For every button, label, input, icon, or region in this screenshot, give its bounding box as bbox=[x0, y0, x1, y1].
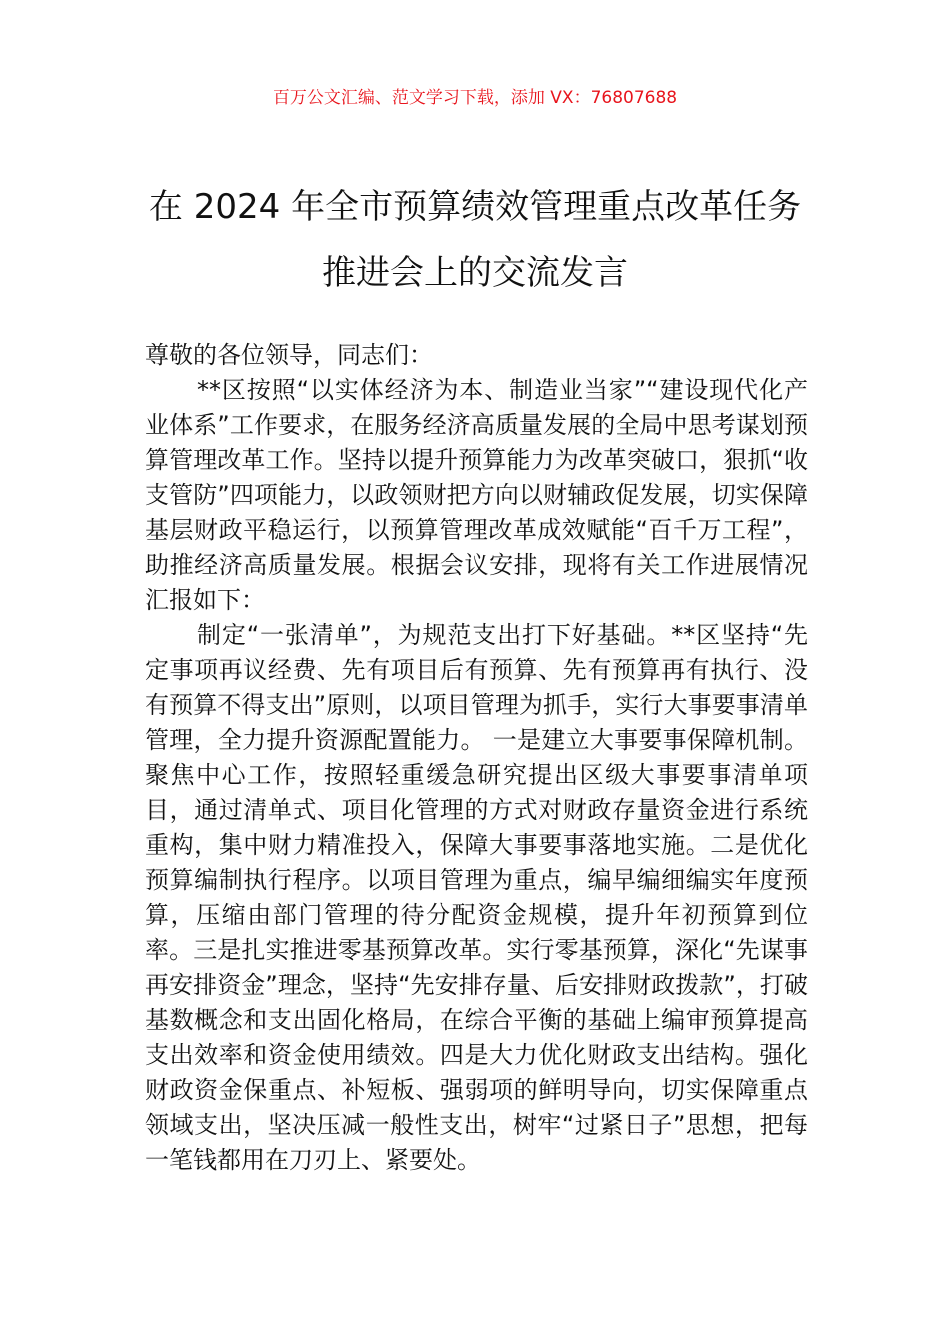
document-title bbox=[100, 174, 850, 306]
title-line-1: 在 2024 年全市预算绩效管理重点改革任务 bbox=[148, 187, 802, 227]
paragraph-1: **区按照“以实体经济为本、制造业当家”“建设现代化产业体系”工作要求，在服务经济高质量发展的全局中思考谋划预算管理改革工作。坚持以提升预算能力为改革突破口，狠抓“收支管防”四项能力，以政领财把方向以财辅政促发展，切实保障基层财政平稳运行，以预算管理改革成效赋能“百千万工程”，助推经济高质量发展。根据会议安排，现将有关工作进展情况汇报如下： bbox=[145, 376, 808, 614]
paragraph-2-lead: 制定“一张清单”，为规范支出打下好基础。 bbox=[197, 621, 672, 649]
document-body bbox=[145, 338, 808, 1178]
paragraph-2 bbox=[145, 618, 808, 1178]
salutation: 尊敬的各位领导，同志们： bbox=[145, 341, 433, 369]
header-note: 百万公文汇编、范文学习下载，添加 VX：76807688 bbox=[272, 88, 678, 108]
title-line-2: 推进会上的交流发言 bbox=[322, 253, 628, 293]
paragraph-2-text: **区坚持“先定事项再议经费、先有项目后有预算、先有预算再有执行、没有预算不得支出”原则，以项目管理为抓手，实行大事要事清单管理，全力提升资源配置能力。 一是建立大事要事保障机制。聚焦中心工作，按照轻重缓急研究提出区级大事要事清单项目，通过清单式、项目化管理的方式对财政存量资金进行系统重构，集中财力精准投入，保障大事要事落地实施。二是优化预算编制执行程序。以项目管理为重点，编早编细编实年度预算，压缩由部门管理的待分配资金规模，提升年初预算到位率。三是扎实推进零基预算改革。实行零基预算，深化“先谋事再安排资金”理念，坚持“先安排存量、后安排财政拨款”，打破基数概念和支出固化格局，在综合平衡的基础上编审预算提高支出效率和资金使用绩效。四是大力优化财政支出结构。强化财政资金保重点、补短板、强弱项的鲜明导向，切实保障重点领域支出，坚决压减一般性支出，树牢“过紧日子”思想，把每一笔钱都用在刀刃上、紧要处。 bbox=[145, 621, 808, 1174]
